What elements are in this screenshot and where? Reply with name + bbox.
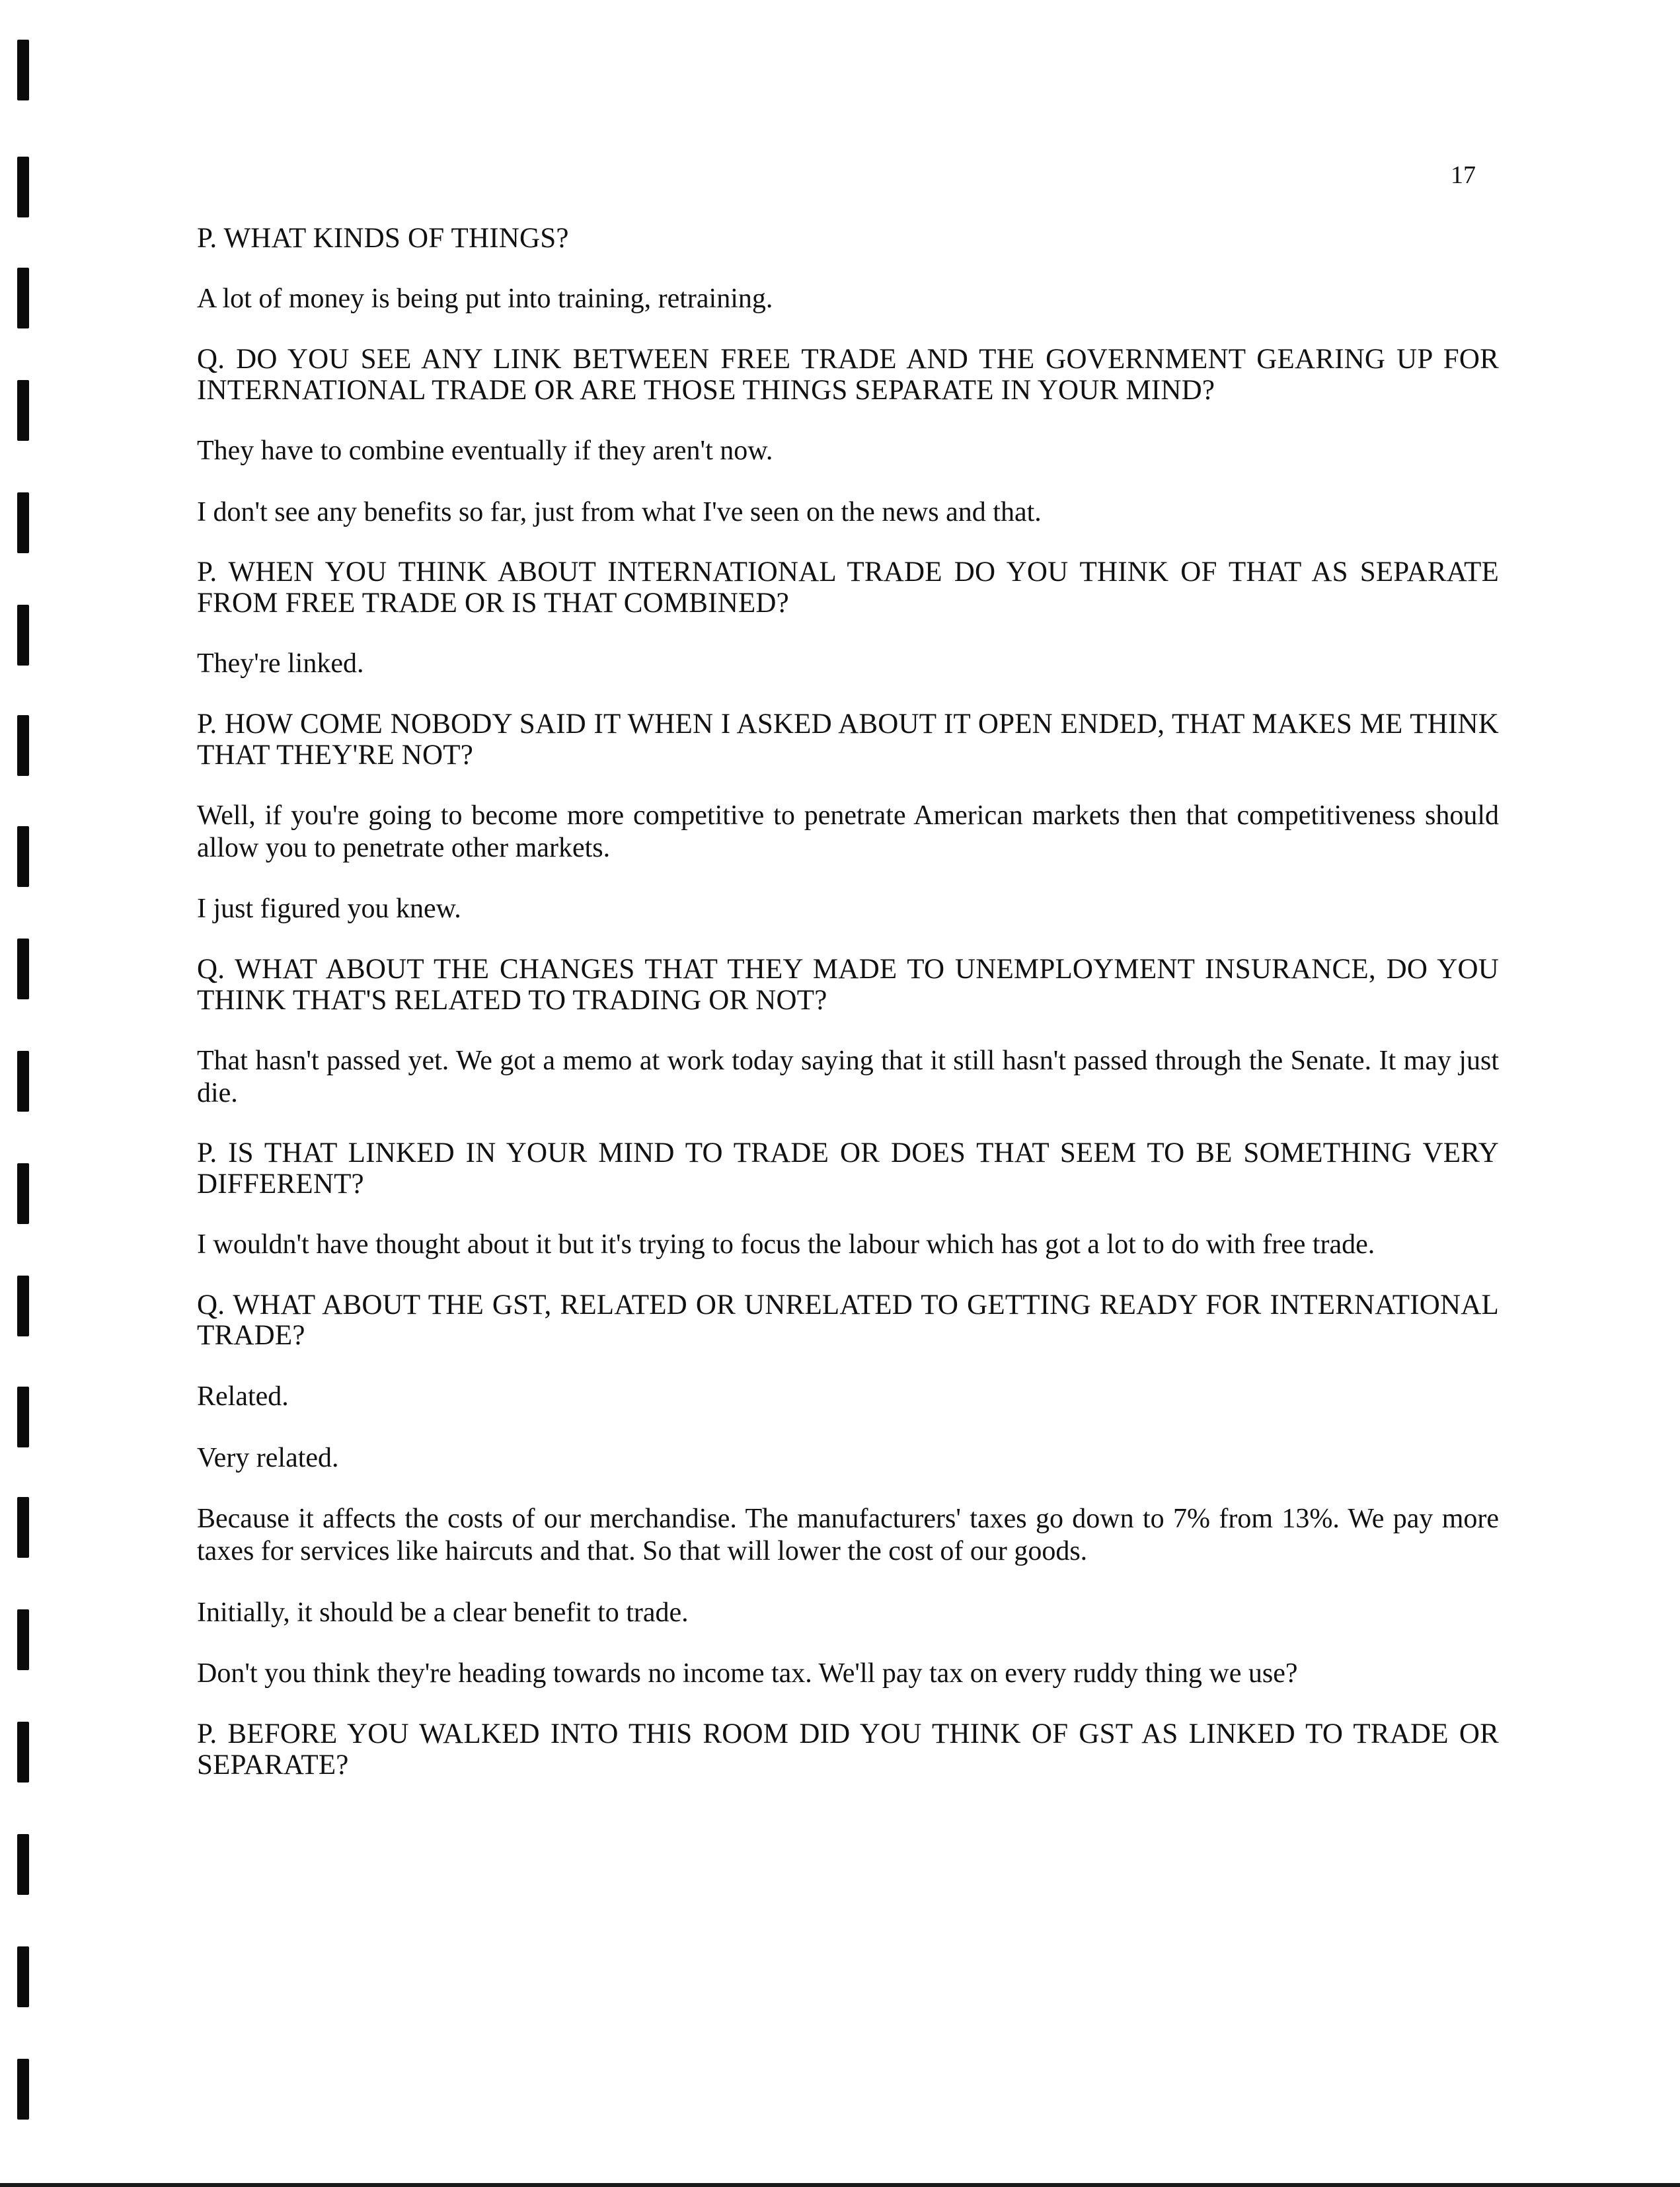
binding-mark (17, 380, 29, 441)
transcript-question: P. WHAT KINDS OF THINGS? (197, 223, 569, 254)
binding-mark (17, 1497, 29, 1558)
binding-mark (17, 492, 29, 553)
transcript-answer: Initially, it should be a clear benefit to trade. (197, 1597, 689, 1628)
binding-mark (17, 939, 29, 999)
binding-mark (17, 715, 29, 776)
transcript-body (197, 223, 1499, 1810)
transcript-answer: I don't see any benefits so far, just from what I've seen on the news and that. (197, 496, 1042, 527)
binding-mark (17, 1387, 29, 1447)
binding-mark (17, 605, 29, 666)
page-bottom-edge (0, 2183, 1680, 2187)
transcript-question: P. WHEN YOU THINK ABOUT INTERNATIONAL TRADE DO YOU THINK OF THAT AS SEPARATE FROM FREE TRADE OR IS THAT COMBINED? (197, 556, 1499, 619)
binding-mark (17, 826, 29, 887)
transcript-answer: That hasn't passed yet. We got a memo at work today saying that it still hasn't passed through the Senate. It may just die. (197, 1045, 1499, 1108)
binding-mark (17, 1276, 29, 1336)
transcript-question: P. HOW COME NOBODY SAID IT WHEN I ASKED ABOUT IT OPEN ENDED, THAT MAKES ME THINK THAT THEY'RE NOT? (197, 709, 1499, 771)
binding-mark (17, 1722, 29, 1783)
transcript-question: Q. DO YOU SEE ANY LINK BETWEEN FREE TRADE AND THE GOVERNMENT GEARING UP FOR INTERNATIONAL TRADE OR ARE THOSE THINGS SEPARATE IN YOUR MIND? (197, 344, 1499, 406)
transcript-answer: Don't you think they're heading towards no income tax. We'll pay tax on every ruddy thing we use? (197, 1658, 1298, 1689)
transcript-answer: Because it affects the costs of our merchandise. The manufacturers' taxes go down to 7% from 13%. We pay more taxes for services like haircuts and that. So that will lower the cost of our goods. (197, 1504, 1499, 1567)
binding-mark (17, 1834, 29, 1895)
transcript-question: P. IS THAT LINKED IN YOUR MIND TO TRADE OR DOES THAT SEEM TO BE SOMETHING VERY DIFFERENT? (197, 1137, 1499, 1200)
page-number: 17 (1451, 161, 1476, 189)
binding-mark (17, 2059, 29, 2120)
binding-mark (17, 1946, 29, 2007)
transcript-answer: I wouldn't have thought about it but it's trying to focus the labour which has got a lot to do with free trade. (197, 1229, 1375, 1260)
transcript-answer: They have to combine eventually if they aren't now. (197, 436, 773, 467)
transcript-answer: Well, if you're going to become more competitive to penetrate American markets then that competitiveness should allow you to penetrate other markets. (197, 800, 1499, 863)
binding-mark (17, 157, 29, 217)
binding-mark (17, 1609, 29, 1670)
transcript-answer: A lot of money is being put into training, retraining. (197, 284, 773, 315)
binding-mark (17, 40, 29, 100)
binding-mark (17, 1051, 29, 1112)
transcript-question: Q. WHAT ABOUT THE GST, RELATED OR UNRELATED TO GETTING READY FOR INTERNATIONAL TRADE? (197, 1289, 1499, 1352)
transcript-answer: Very related. (197, 1442, 339, 1473)
transcript-answer: I just figured you knew. (197, 894, 461, 925)
transcript-question: Q. WHAT ABOUT THE CHANGES THAT THEY MADE TO UNEMPLOYMENT INSURANCE, DO YOU THINK THAT'S RELATED TO TRADING OR NOT? (197, 954, 1499, 1016)
transcript-answer: They're linked. (197, 648, 364, 679)
transcript-answer: Related. (197, 1381, 289, 1412)
binding-mark (17, 268, 29, 328)
transcript-question: P. BEFORE YOU WALKED INTO THIS ROOM DID YOU THINK OF GST AS LINKED TO TRADE OR SEPARATE? (197, 1718, 1499, 1781)
binding-mark (17, 1163, 29, 1224)
